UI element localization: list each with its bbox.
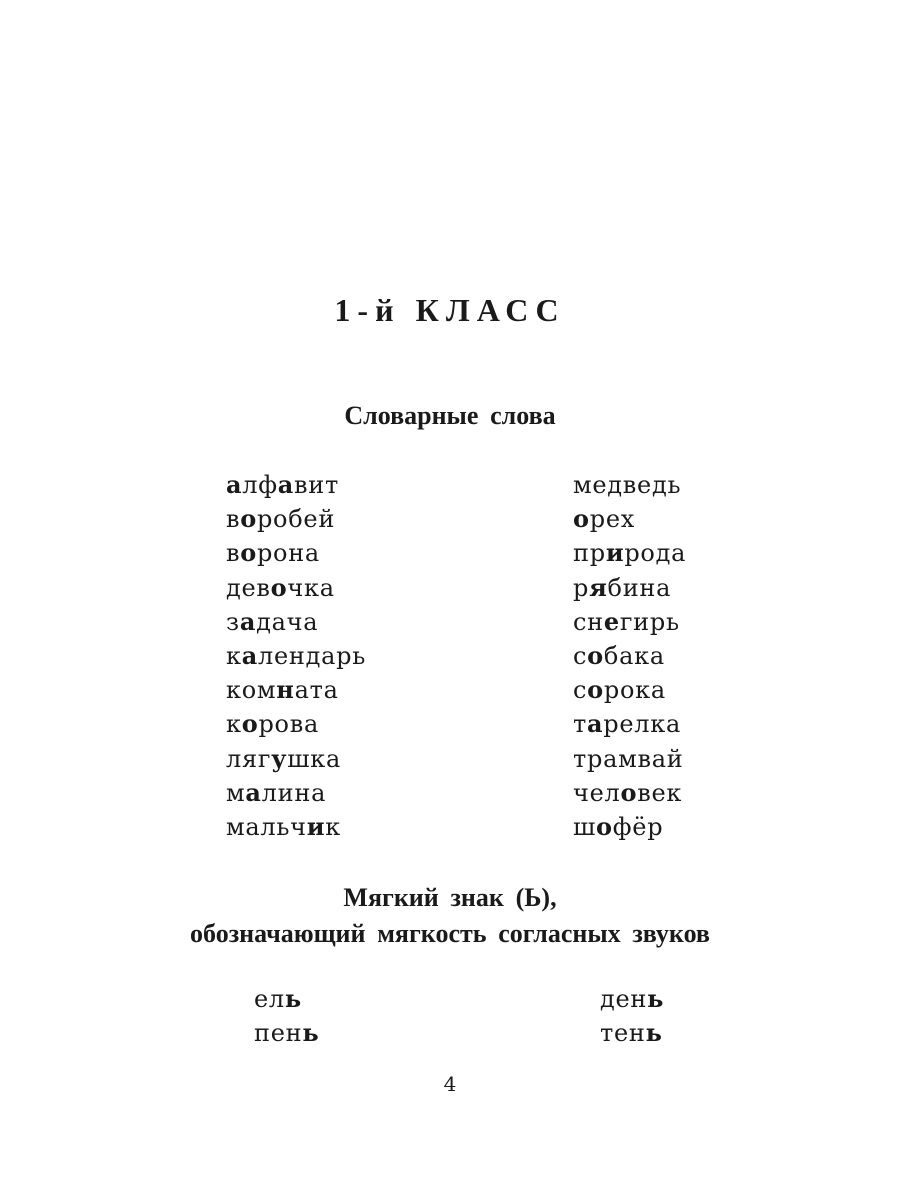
word-item: день [600, 984, 665, 1013]
word-item: ворона [226, 538, 320, 568]
highlighted-letter: ь [302, 1018, 320, 1048]
section-title-line: обозначающий мягкость согласных звуков [190, 919, 710, 948]
word-item: медведь [573, 471, 682, 499]
highlighted-letter: ь [647, 984, 665, 1013]
word-item: трамвай [573, 744, 684, 773]
word-item: сорока [573, 675, 666, 705]
soft-sign-words-right-column [600, 982, 664, 1050]
highlighted-letter: о [573, 504, 590, 534]
word-item: собака [573, 640, 665, 670]
highlighted-letter: а [239, 606, 257, 636]
word-item: ель [254, 984, 302, 1013]
highlighted-letter: а [587, 709, 604, 739]
dictionary-words-right-column [573, 468, 686, 844]
word-item: орех [573, 504, 635, 534]
word-item: тень [600, 1018, 663, 1048]
highlighted-letter: о [270, 572, 288, 602]
highlighted-letter: о [587, 675, 604, 705]
highlighted-letter: а [245, 777, 262, 807]
highlighted-letter: о [587, 640, 604, 670]
section-title-dictionary-words [0, 398, 900, 434]
section-title-soft-sign [0, 880, 900, 952]
highlighted-letter: и [306, 811, 326, 841]
grade-title: 1-й КЛАСС [334, 292, 566, 328]
highlighted-letter: у [271, 743, 288, 773]
highlighted-letter: ь [284, 984, 302, 1013]
highlighted-letter: а [241, 640, 259, 670]
word-item: воробей [226, 504, 336, 534]
highlighted-letter: о [596, 811, 613, 841]
highlighted-letter: н [276, 675, 295, 705]
highlighted-letter: и [605, 538, 625, 568]
word-item: человек [573, 777, 683, 807]
word-item: календарь [226, 640, 367, 670]
word-item: девочка [226, 572, 335, 602]
word-item: рябина [573, 572, 672, 602]
highlighted-letter: о [240, 538, 257, 568]
highlighted-letter: е [603, 606, 620, 636]
word-item: природа [573, 538, 687, 568]
word-item: шофёр [573, 811, 664, 841]
highlighted-letter: а [226, 470, 243, 499]
word-item: комната [226, 675, 339, 705]
word-item: мальчик [226, 811, 342, 841]
soft-sign-words-left-column [254, 982, 319, 1050]
page-number: 4 [443, 1072, 457, 1096]
word-item: малина [226, 777, 327, 807]
section-title-line: Словарные слова [344, 401, 556, 430]
word-item: корова [226, 709, 319, 739]
word-item: тарелка [573, 709, 682, 739]
highlighted-letter: о [241, 709, 259, 739]
word-item: алфавит [226, 470, 339, 499]
section-title-line: Мягкий знак (Ь), [343, 883, 557, 912]
word-item: снегирь [573, 606, 680, 636]
highlighted-letter: о [620, 777, 638, 807]
highlighted-letter: ь [645, 1018, 663, 1048]
highlighted-letter: я [589, 572, 608, 602]
highlighted-letter: а [277, 470, 295, 499]
highlighted-letter: о [240, 504, 257, 534]
dictionary-words-left-column [226, 468, 366, 844]
word-item: задача [226, 606, 319, 636]
word-item: лягушка [226, 743, 341, 773]
word-item: пень [254, 1018, 320, 1048]
